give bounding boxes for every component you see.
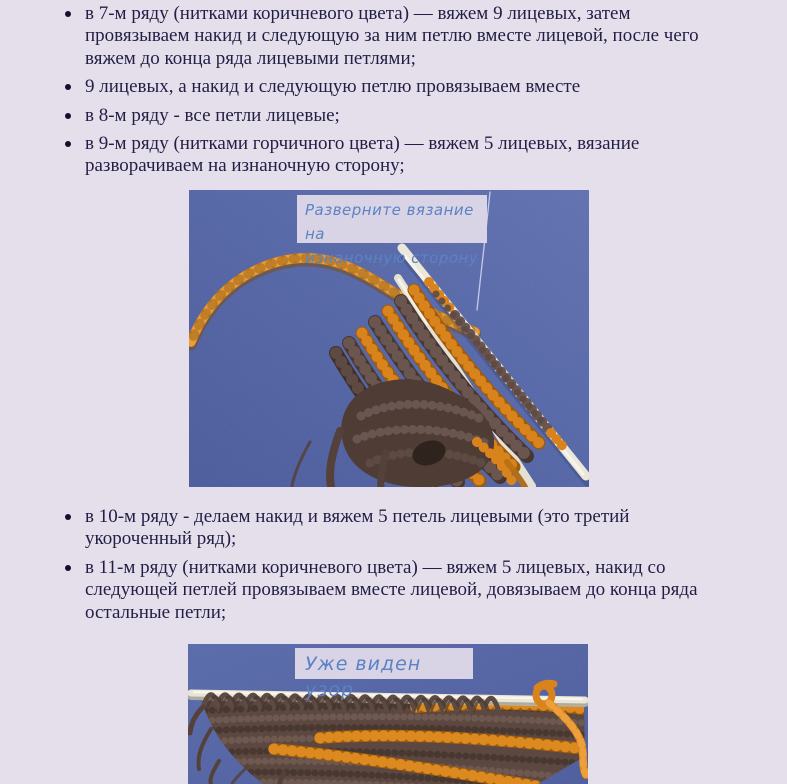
instruction-line: в 11-м ряду (нитками коричневого цвета) — вяжем 5 лицевых, накид со xyxy=(85,556,666,578)
photo2-caption xyxy=(295,648,473,701)
photo2-caption-text: Уже виден узор xyxy=(305,653,422,701)
instruction-line: разворачиваем на изнаночную сторону; xyxy=(85,155,405,177)
instruction-line: 9 лицевых, а накид и следующую петлю провязываем вместе xyxy=(85,76,581,98)
instruction-line: провязываем накид и следующую за ним петлю вместе лицевой, после чего xyxy=(85,25,699,47)
instruction-line: в 7-м ряду (нитками коричневого цвета) — вяжем 9 лицевых, затем xyxy=(85,3,631,24)
instruction-item xyxy=(85,557,785,624)
photo1-caption-line2: изнаночную сторону xyxy=(305,249,479,267)
photo1-caption xyxy=(297,195,487,267)
instruction-line: в 8-м ряду - все петли лицевые; xyxy=(85,104,340,126)
instruction-line: остальные петли; xyxy=(85,601,227,623)
instruction-line: следующей петлей провязываем вместе лицевой, довязываем до конца ряда xyxy=(85,579,698,601)
photo1-caption-line1: Разверните вязание на xyxy=(305,201,474,243)
instructions-list-bottom xyxy=(85,506,785,630)
instruction-line: в 10-м ряду - делаем накид и вяжем 5 петель лицевыми (это третий xyxy=(85,506,630,527)
instruction-line: укороченный ряд); xyxy=(85,528,237,550)
instruction-item xyxy=(85,506,785,551)
instructions-list-top xyxy=(85,3,785,184)
photo-turn-work-on-needles xyxy=(189,190,589,487)
instruction-line: вяжем до конца ряда лицевыми петлями; xyxy=(85,47,416,69)
instruction-item xyxy=(85,3,785,70)
instruction-item xyxy=(85,76,785,98)
photo-pattern-visible xyxy=(188,644,588,784)
instruction-item xyxy=(85,105,785,127)
instruction-line: в 9-м ряду (нитками горчичного цвета) — вяжем 5 лицевых, вязание xyxy=(85,133,640,155)
instruction-item xyxy=(85,133,785,178)
